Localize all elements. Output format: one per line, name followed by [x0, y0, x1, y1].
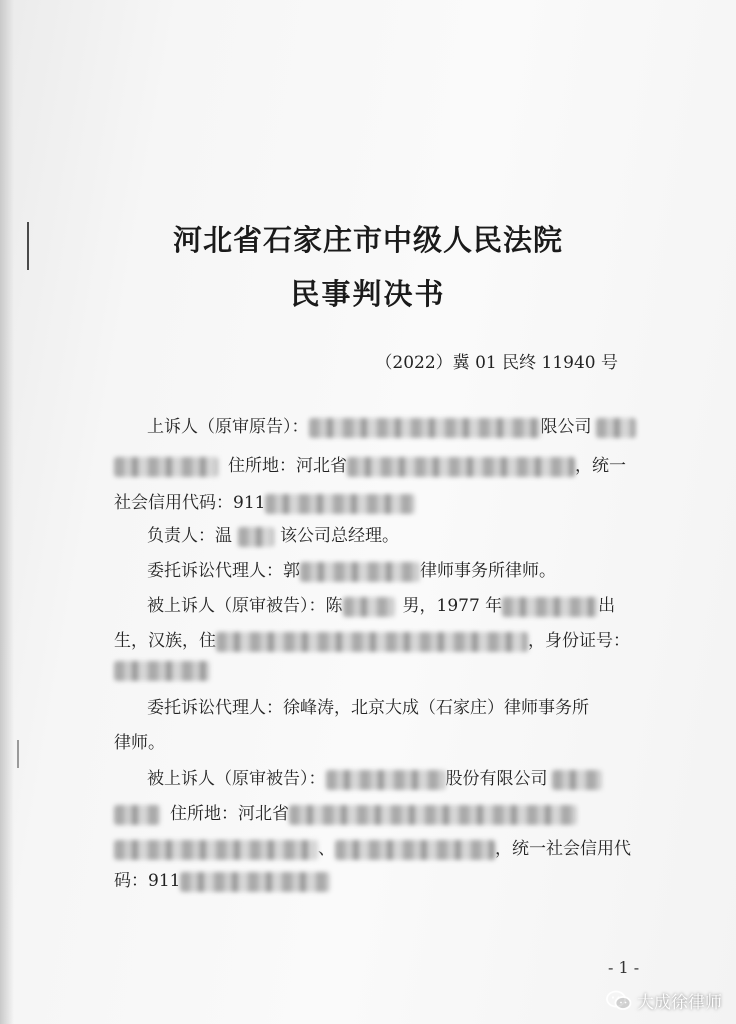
redacted-block [180, 872, 330, 892]
company-suffix: 限公司 [540, 417, 592, 437]
appellee-address-line [114, 626, 630, 652]
redacted-block [343, 597, 395, 617]
court-name: 河北省石家庄市中级人民法院 [172, 223, 563, 257]
appellee-birth: 男，1977 年 [402, 596, 503, 616]
redacted-block [114, 457, 218, 477]
redacted-block [596, 418, 636, 438]
redacted-block [300, 562, 420, 582]
credit-code-label: 社会信用代码：911 [114, 493, 266, 513]
binding-shadow [0, 0, 14, 1024]
responsible-person-line [147, 521, 399, 547]
address-label-2: 住所地：河北省 [170, 804, 289, 824]
page-number: - 1 - [608, 958, 640, 977]
law-firm-suffix: 律师事务所律师。 [420, 561, 556, 581]
agent-xu-text: 委托诉讼代理人：徐峰涛，北京大成（石家庄）律师事务所 [147, 698, 589, 718]
appellant-address-line [114, 451, 626, 477]
redacted-block [502, 597, 598, 617]
redacted-block [289, 805, 577, 825]
redacted-block [114, 661, 210, 681]
appellee-2-address-line [114, 799, 577, 825]
appellee-label: 被上诉人（原审被告）：陈 [147, 596, 343, 616]
redacted-block [114, 840, 318, 860]
credit-code-line [114, 488, 415, 514]
redacted-block [335, 840, 495, 860]
appellee-label-2: 被上诉人（原审被告）： [147, 769, 326, 789]
comma-separator: 、 [318, 839, 335, 859]
agent-line-2-cont [114, 728, 165, 753]
unified-label: ，统一 [575, 456, 626, 476]
case-number: （2022）冀 01 民终 11940 号 [375, 353, 618, 373]
agent-label: 委托诉讼代理人：郭 [147, 561, 300, 581]
redacted-block [347, 457, 575, 477]
responsible-title: 该公司总经理。 [280, 526, 399, 546]
credit-code-line-2 [114, 866, 330, 892]
birth-suffix: 出 [598, 596, 616, 616]
ethnicity-address: 生，汉族，住 [114, 631, 216, 651]
agent-line-2 [147, 693, 589, 718]
watermark-text: 大成徐律师 [637, 993, 722, 1013]
redacted-block [238, 527, 274, 547]
redacted-block [309, 418, 541, 438]
appellant-line [147, 412, 636, 438]
redacted-block [265, 494, 415, 514]
unified-code-label: ，统一社会信用代 [495, 839, 631, 859]
redacted-block [552, 770, 602, 790]
appellee-line-1 [147, 591, 615, 617]
agent-line-1 [147, 556, 556, 582]
id-number-line [114, 660, 210, 681]
appellant-label: 上诉人（原审原告）： [147, 417, 309, 437]
redacted-block [216, 632, 528, 652]
document-type: 民事判决书 [290, 277, 446, 311]
redacted-block [326, 770, 446, 790]
appellee-2-address-cont [114, 834, 631, 860]
company-suffix-2: 股份有限公司 [445, 769, 548, 789]
id-number-label: ，身份证号： [528, 631, 630, 651]
redacted-block [114, 805, 160, 825]
lawyer-suffix: 律师。 [114, 733, 165, 753]
address-label: 住所地：河北省 [228, 456, 347, 476]
credit-code-label-2: 码：911 [114, 871, 181, 891]
watermark [606, 988, 722, 1013]
margin-mark-lower [17, 740, 19, 768]
responsible-label: 负责人：温 [147, 526, 232, 546]
wechat-icon [606, 990, 632, 1012]
appellee-line-2 [147, 764, 602, 790]
